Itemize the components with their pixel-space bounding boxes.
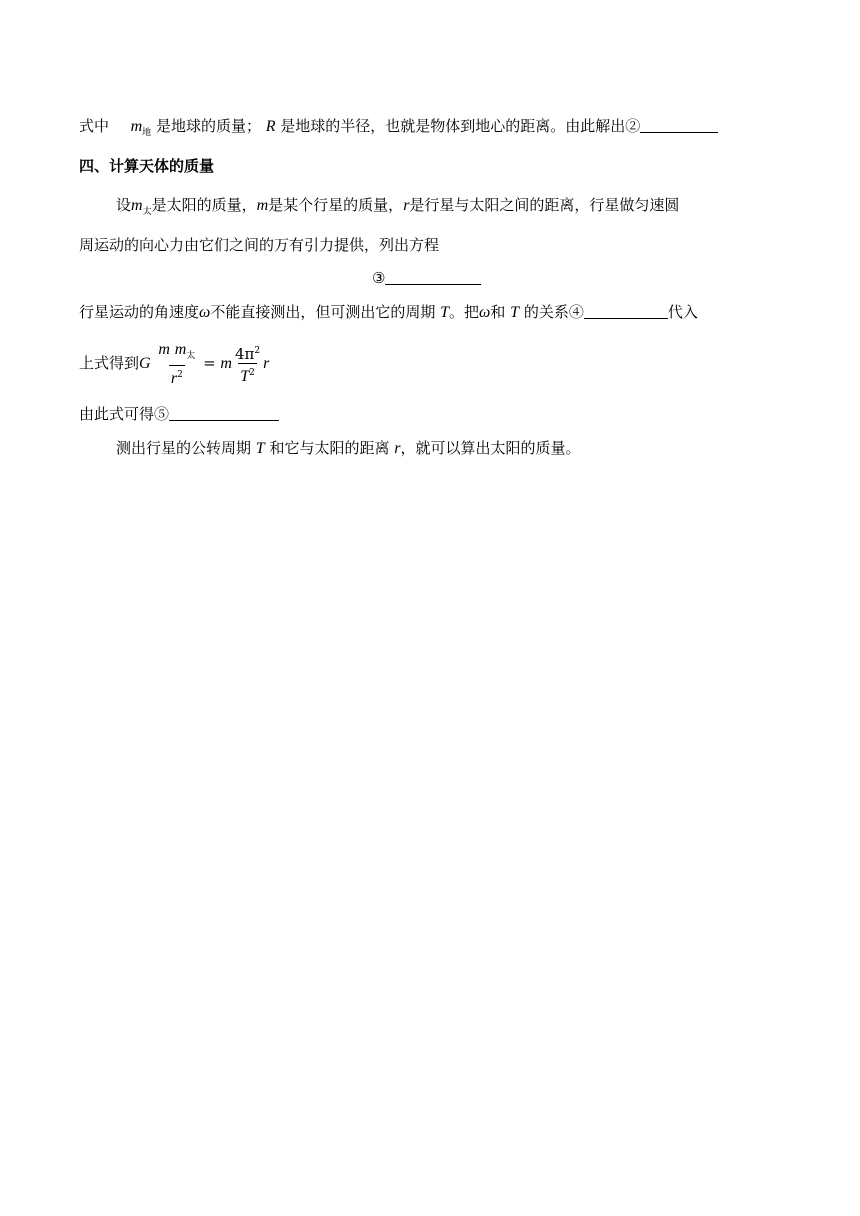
math-symbol-r: r (170, 370, 178, 387)
body-text: 不能直接测出，但可测出它的周期 (210, 303, 436, 321)
body-text: 设 (116, 196, 132, 214)
math-symbol-T: T (240, 368, 250, 385)
fraction-denominator (238, 363, 257, 386)
math-symbol-T: T (255, 440, 265, 457)
body-text: 是太阳的质量， (151, 196, 257, 214)
math-subscript: 地 (142, 128, 152, 138)
math-symbol-m: m (220, 355, 232, 372)
circled-number-3: ③ (372, 269, 386, 287)
math-symbol-r: r (394, 440, 401, 457)
math-symbol-T: T (510, 304, 520, 321)
section-heading: 四、计算天体的质量 (79, 157, 215, 175)
fraction-centripetal (233, 342, 262, 386)
body-text: 是行星与太阳之间的距离，行星做匀速圆 (409, 196, 680, 214)
body-text: 是地球的半径，也就是物体到地心的距离。由此解出② (280, 117, 641, 135)
math-symbol-m: m (131, 197, 143, 214)
fraction-numerator (156, 340, 197, 365)
math-symbol-omega: ω (199, 304, 211, 321)
math-superscript: 2 (254, 346, 261, 356)
body-text: 是某个行星的质量， (268, 196, 404, 214)
body-text: 和 (490, 303, 506, 321)
body-text: 测出行星的公转周期 (116, 439, 252, 457)
math-subscript: 太 (186, 351, 196, 361)
math-superscript: 2 (249, 368, 255, 378)
fraction-gravity (156, 340, 197, 388)
label-text: 式中 (79, 117, 110, 135)
answer-blank-4[interactable] (584, 304, 668, 319)
text-line-equation-intro: 周运动的向心力由它们之间的万有引力提供，列出方程 (79, 236, 440, 254)
body-text: 代入 (667, 303, 698, 321)
math-symbol-r: r (263, 355, 270, 372)
answer-blank-5[interactable] (169, 406, 279, 421)
math-symbol-r: r (403, 197, 410, 214)
math-symbol-m: m (256, 197, 269, 214)
fraction-denominator (169, 365, 185, 388)
math-subscript: 太 (142, 207, 152, 217)
body-text: 和它与太阳的距离 (269, 439, 390, 457)
body-text: ，就可以算出太阳的质量。 (400, 439, 581, 457)
body-text: 。把 (449, 303, 480, 321)
formula-line (79, 340, 269, 386)
math-symbol-T: T (440, 304, 450, 321)
text-line-angular-velocity (79, 302, 698, 323)
math-symbol-G: G (139, 355, 151, 372)
math-superscript: 2 (177, 370, 183, 380)
blank-line-3 (372, 268, 481, 288)
math-symbol-R: R (265, 118, 276, 135)
math-symbol-omega: ω (479, 304, 491, 321)
answer-blank-2[interactable] (640, 118, 718, 133)
answer-blank-3[interactable] (385, 270, 481, 285)
body-text: 的关系④ (523, 303, 584, 321)
math-symbol-m: m (158, 341, 170, 358)
text-line-conclusion (116, 438, 581, 459)
equals-sign: = (203, 354, 216, 372)
fraction-numerator (233, 342, 262, 363)
math-symbol-m: m (174, 341, 187, 358)
body-text: 是地球的质量； (155, 117, 261, 135)
math-term: 4π (234, 345, 255, 363)
text-line-sun-mass (116, 195, 679, 222)
body-text: 上式得到 (79, 354, 140, 372)
text-line-result (79, 404, 279, 424)
body-text: 行星运动的角速度 (79, 303, 200, 321)
body-text: 由此式可得⑤ (79, 405, 170, 423)
text-line-earth-mass (79, 116, 718, 143)
math-symbol-m: m (130, 118, 143, 135)
